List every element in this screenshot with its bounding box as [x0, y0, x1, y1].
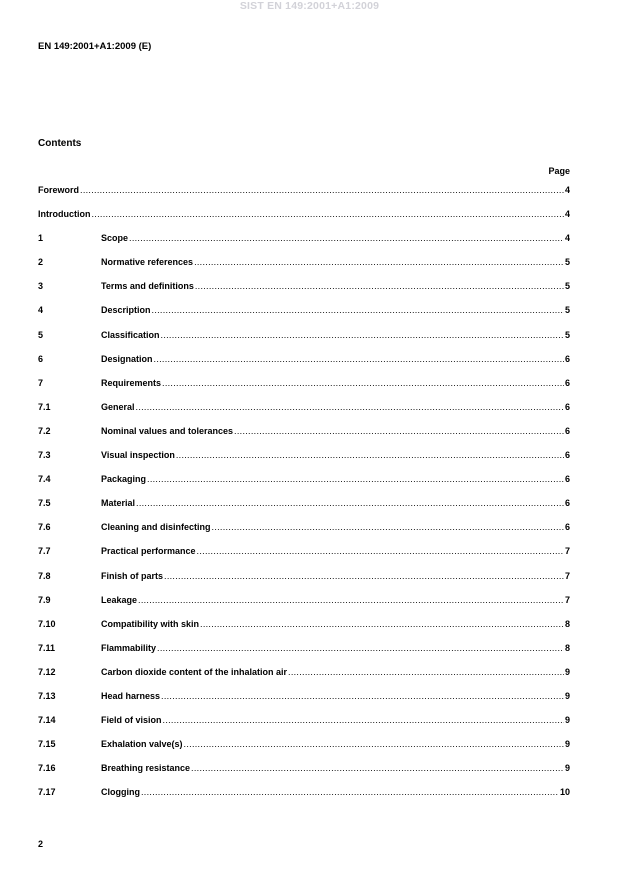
toc-entry-page: 6 [564, 474, 570, 485]
toc-entry-number: 7.7 [38, 546, 51, 557]
toc-entry-number: 4 [38, 305, 44, 316]
toc-entry-number: 7.9 [38, 594, 51, 605]
toc-dot-leader [136, 498, 564, 508]
toc-entry-title[interactable]: Leakage [101, 594, 138, 605]
toc-entry-title[interactable]: Foreword [38, 185, 80, 195]
toc-entry-number: 6 [38, 353, 44, 364]
toc-entry-page: 6 [564, 377, 570, 388]
toc-entry-number: 7.5 [38, 498, 51, 509]
toc-entry-page: 5 [564, 281, 570, 292]
toc-entry[interactable] [38, 257, 570, 281]
toc-entry[interactable] [38, 522, 570, 546]
toc-entry[interactable] [38, 378, 570, 402]
toc-entry-title[interactable]: Head harness [101, 690, 161, 701]
toc-entry-title[interactable]: Scope [101, 233, 129, 244]
toc-entry-page: 6 [564, 353, 570, 364]
toc-dot-leader [154, 354, 564, 364]
toc-entry[interactable] [38, 354, 570, 378]
toc-entry-title[interactable]: Packaging [101, 474, 147, 485]
toc-entry-page: 4 [564, 233, 570, 244]
contents-heading: Contents [38, 138, 82, 149]
toc-entry-number: 7.15 [38, 739, 56, 750]
toc-entry-title[interactable]: Breathing resistance [101, 763, 191, 774]
toc-entry[interactable] [38, 281, 570, 305]
toc-entry[interactable] [38, 571, 570, 595]
toc-entry-number: 7.13 [38, 690, 56, 701]
toc-entry-number: 7.4 [38, 474, 51, 485]
toc-dot-leader [234, 426, 564, 436]
toc-entry-page: 9 [564, 666, 570, 677]
toc-entry-title[interactable]: Material [101, 498, 136, 509]
toc-entry-title[interactable]: Terms and definitions [101, 281, 194, 292]
toc-dot-leader [141, 787, 559, 797]
toc-entry-number: 7.14 [38, 715, 56, 726]
toc-entry[interactable] [38, 498, 570, 522]
toc-dot-leader [191, 763, 564, 773]
toc-entry-number: 7.2 [38, 425, 51, 436]
toc-entry-number: 7.3 [38, 450, 51, 461]
toc-dot-leader [138, 595, 564, 605]
toc-entry-number: 7 [38, 377, 44, 388]
toc-entry[interactable] [38, 595, 570, 619]
toc-entry-title[interactable]: Requirements [101, 377, 162, 388]
toc-entry-page: 5 [564, 329, 570, 340]
toc-dot-leader [161, 330, 564, 340]
toc-entry-page: 4 [564, 185, 570, 195]
toc-dot-leader [147, 474, 564, 484]
toc-entry-number: 7.8 [38, 570, 51, 581]
toc-dot-leader [161, 691, 564, 701]
toc-entry[interactable] [38, 619, 570, 643]
toc-entry-page: 9 [564, 763, 570, 774]
toc-dot-leader [163, 715, 564, 725]
toc-entry-page: 6 [564, 498, 570, 509]
toc-dot-leader [152, 305, 564, 315]
toc-dot-leader [197, 546, 564, 556]
toc-entry-title[interactable]: Introduction [38, 209, 91, 220]
toc-entry-number: 7.1 [38, 401, 51, 412]
toc-entry[interactable] [38, 715, 570, 739]
toc-dot-leader [136, 402, 564, 412]
toc-entry[interactable] [38, 474, 570, 498]
toc-dot-leader [162, 378, 564, 388]
toc-entry-page: 6 [564, 401, 570, 412]
toc-dot-leader [200, 619, 564, 629]
toc-entry-title[interactable]: Nominal values and tolerances [101, 425, 234, 436]
toc-entry[interactable] [38, 691, 570, 715]
toc-entry-title[interactable]: Carbon dioxide content of the inhalation air [101, 666, 288, 677]
toc-entry[interactable] [38, 185, 570, 209]
toc-entry-title[interactable]: General [101, 401, 135, 412]
toc-entry-page: 4 [564, 209, 570, 220]
toc-entry-title[interactable]: Practical performance [101, 546, 196, 557]
toc-dot-leader [194, 257, 564, 267]
toc-entry[interactable] [38, 209, 570, 233]
toc-entry-number: 7.10 [38, 618, 56, 629]
toc-entry-page: 6 [564, 425, 570, 436]
toc-dot-leader [164, 571, 564, 581]
toc-entry[interactable] [38, 305, 570, 329]
document-id-header: EN 149:2001+A1:2009 (E) [38, 41, 152, 52]
toc-entry[interactable] [38, 546, 570, 570]
toc-entry[interactable] [38, 426, 570, 450]
toc-entry-title[interactable]: Flammability [101, 642, 157, 653]
toc-entry-number: 7.17 [38, 787, 56, 798]
toc-entry-title[interactable]: Visual inspection [101, 450, 175, 461]
toc-entry[interactable] [38, 787, 570, 811]
toc-dot-leader [184, 739, 564, 749]
toc-entry-page: 6 [564, 450, 570, 461]
page-column-label: Page [548, 166, 570, 176]
toc-entry[interactable] [38, 643, 570, 667]
toc-entry[interactable] [38, 450, 570, 474]
toc-entry-number: 7.6 [38, 522, 51, 533]
toc-entry-page: 7 [564, 570, 570, 581]
toc-entry-title[interactable]: Field of vision [101, 715, 162, 726]
toc-entry[interactable] [38, 739, 570, 763]
toc-entry-page: 8 [564, 642, 570, 653]
toc-entry-number: 5 [38, 329, 44, 340]
toc-dot-leader [92, 209, 564, 219]
toc-entry-title[interactable]: Finish of parts [101, 570, 164, 581]
toc-entry[interactable] [38, 402, 570, 426]
toc-entry[interactable] [38, 763, 570, 787]
toc-entry-page: 8 [564, 618, 570, 629]
toc-dot-leader [288, 667, 564, 677]
toc-entry-title[interactable]: Cleaning and disinfecting [101, 522, 211, 533]
toc-entry-number: 1 [38, 233, 44, 244]
toc-dot-leader [157, 643, 564, 653]
toc-entry-title[interactable]: Classification [101, 329, 160, 340]
toc-entry-page: 10 [559, 787, 570, 798]
toc-entry-number: 2 [38, 257, 44, 268]
toc-entry-page: 9 [564, 739, 570, 750]
toc-entry[interactable] [38, 233, 570, 257]
toc-dot-leader [80, 185, 564, 195]
toc-dot-leader [176, 450, 564, 460]
toc-entry-page: 5 [564, 305, 570, 316]
toc-entry[interactable] [38, 330, 570, 354]
toc-entry-page: 6 [564, 522, 570, 533]
toc-entry-number: 7.11 [38, 642, 56, 653]
toc-entry-page: 7 [564, 594, 570, 605]
toc-entry-title[interactable]: Normative references [101, 257, 194, 268]
toc-entry-title[interactable]: Compatibility with skin [101, 618, 200, 629]
toc-dot-leader [212, 522, 564, 532]
toc-entry-title[interactable]: Clogging [101, 787, 140, 798]
table-of-contents [38, 185, 570, 811]
watermark: SIST EN 149:2001+A1:2009 [239, 0, 380, 12]
toc-dot-leader [129, 233, 564, 243]
toc-entry-title[interactable]: Description [101, 305, 151, 316]
toc-entry[interactable] [38, 667, 570, 691]
toc-entry-page: 5 [564, 257, 570, 268]
toc-entry-title[interactable]: Exhalation valve(s) [101, 739, 183, 750]
page-number: 2 [38, 839, 44, 849]
toc-entry-number: 7.16 [38, 763, 56, 774]
toc-entry-title[interactable]: Designation [101, 353, 153, 364]
toc-entry-number: 7.12 [38, 666, 56, 677]
toc-entry-number: 3 [38, 281, 44, 292]
toc-entry-page: 9 [564, 690, 570, 701]
toc-dot-leader [195, 281, 564, 291]
toc-entry-page: 7 [564, 546, 570, 557]
toc-entry-page: 9 [564, 715, 570, 726]
